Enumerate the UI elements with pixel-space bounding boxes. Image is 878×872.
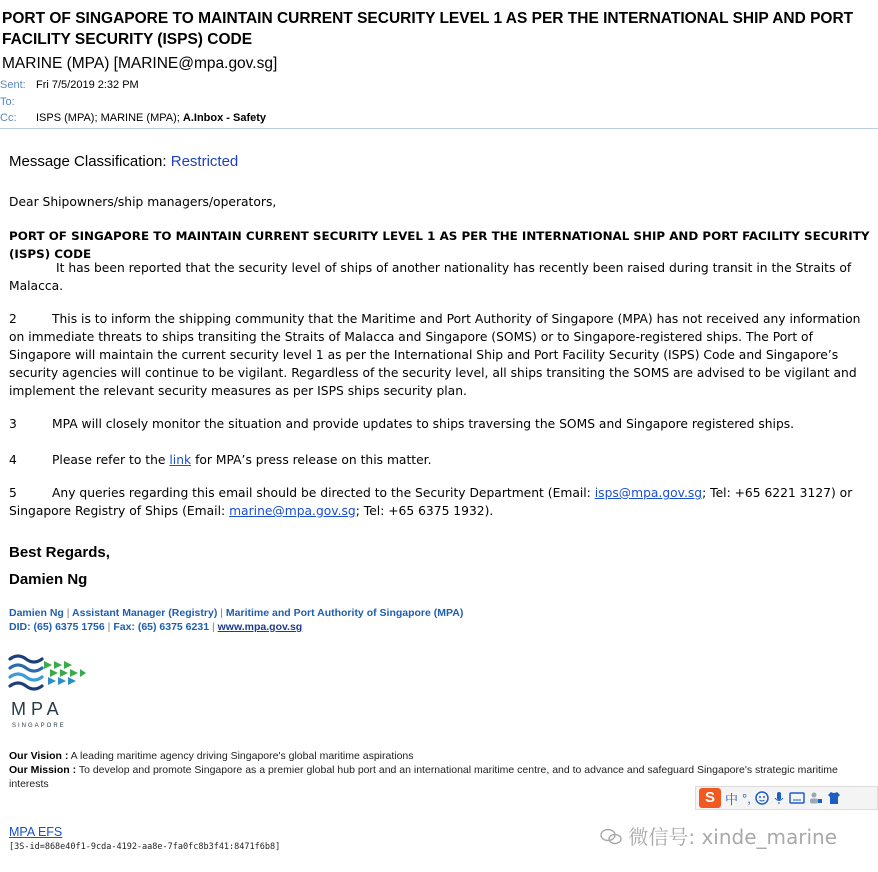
sent-value: Fri 7/5/2019 2:32 PM (36, 79, 139, 91)
ime-mode-toggle[interactable]: 中 (725, 791, 739, 807)
vision-label: Our Vision : (9, 750, 69, 762)
paragraph-5-number: 5 (9, 486, 17, 500)
cc-row (0, 111, 266, 125)
paragraph-3 (9, 415, 873, 433)
sent-label: Sent: (0, 79, 26, 91)
signature-name: Damien Ng (9, 607, 64, 619)
paragraph-4-text-before: Please refer to the (52, 453, 166, 467)
logo-text: MPA (11, 699, 64, 719)
signature-title: Assistant Manager (Registry) (72, 607, 218, 619)
user-icon[interactable] (809, 791, 823, 805)
sogou-logo-icon[interactable]: S (699, 788, 721, 808)
signature-org: Maritime and Port Authority of Singapore (MPA) (225, 607, 464, 619)
ime-toolbar[interactable] (695, 786, 878, 810)
vision-text: A leading maritime agency driving Singapore's global maritime aspirations (70, 750, 414, 762)
signature-line-2: DID: (65) 6375 1756 | Fax: (65) 6375 6231 | www.mpa.gov.sg (9, 621, 303, 633)
paragraph-2-number: 2 (9, 312, 17, 326)
classification-label: Message Classification: (9, 153, 167, 170)
keyboard-icon[interactable] (789, 792, 805, 804)
signature-did: DID: (65) 6375 1756 (9, 621, 105, 633)
paragraph-5-text-b: ; Tel: +65 6221 3127) or Singapore Registry of Ships (Email: (9, 486, 853, 518)
paragraph-5-text-a: Any queries regarding this email should be directed to the Security Department (Email: (52, 486, 591, 500)
paragraph-4 (9, 451, 873, 469)
message-classification (9, 153, 238, 170)
mpa-website-link[interactable]: www.mpa.gov.sg (217, 621, 303, 633)
sender-name: Damien Ng (9, 571, 88, 588)
header-divider (0, 128, 878, 129)
paragraph-3-number: 3 (9, 417, 17, 431)
isps-email-link[interactable]: isps@mpa.gov.sg (594, 486, 703, 500)
paragraph-1 (9, 259, 873, 295)
mission-text: To develop and promote Singapore as a premier global hub port and an international maritime centre, and to advance and safeguard Singapore's strategic maritime interests (9, 764, 838, 790)
press-release-link[interactable]: link (169, 453, 192, 467)
mpa-efs-link[interactable]: MPA EFS (9, 825, 63, 839)
email-subject: PORT OF SINGAPORE TO MAINTAIN CURRENT SECURITY LEVEL 1 AS PER THE INTERNATIONAL SHIP AND PORT FACILITY SECURITY (ISPS) CODE (2, 10, 854, 48)
emoji-icon[interactable] (755, 791, 769, 805)
to-row (0, 95, 36, 109)
microphone-icon[interactable] (773, 791, 785, 805)
message-reference-id: [3S-id=868e40f1-9cda-4192-aa8e-7fa0fc8b3f41:8471f6b8] (9, 842, 281, 852)
cc-recipient-inbox[interactable]: A.Inbox - Safety (182, 112, 267, 124)
paragraph-2-text: This is to inform the shipping community that the Maritime and Port Authority of Singapore (MPA) has not received any information on immediate threats to ships transiting the Straits of Malacca and Singapore (SOMS) or to Singapore-registered ships. The Port of Singapore will maintain the current security level 1 as per the International Ship and Port Facility Security (ISPS) Code and Singapore’s security agencies will continue to be vigilant. Regardless of the security level, all ships transiting the SOMS are advised to be vigilant and implement the relevant security measures as per ISPS ships security plan. (9, 312, 861, 398)
ime-punctuation-toggle[interactable]: °, (742, 790, 751, 806)
wechat-watermark (600, 821, 837, 850)
mission-label: Our Mission : (9, 764, 77, 776)
mpa-wave-icon (8, 651, 88, 697)
marine-email-link[interactable]: marine@mpa.gov.sg (229, 504, 356, 518)
signature-fax: Fax: (65) 6375 6231 (113, 621, 210, 633)
paragraph-5 (9, 484, 873, 520)
greeting: Dear Shipowners/ship managers/operators, (9, 195, 277, 209)
to-label: To: (0, 96, 15, 108)
paragraph-2 (9, 310, 873, 400)
sent-row (0, 78, 139, 92)
wechat-icon (600, 828, 622, 846)
mpa-efs (9, 825, 62, 839)
skin-shirt-icon[interactable] (827, 791, 841, 805)
paragraph-1-text: It has been reported that the security level of ships of another nationality has recently been raised during transit in the Straits of Malacca. (9, 261, 852, 293)
classification-value: Restricted (170, 153, 239, 170)
vision-statement (9, 749, 859, 763)
logo-subtext: SINGAPORE (12, 723, 66, 729)
signature-line-1: Damien Ng | Assistant Manager (Registry) | Maritime and Port Authority of Singapore (MPA) (9, 607, 464, 619)
cc-recipients[interactable]: ISPS (MPA); MARINE (MPA); (36, 112, 180, 124)
closing-regards: Best Regards, (9, 544, 110, 561)
paragraph-5-text-c: ; Tel: +65 6375 1932). (355, 504, 494, 518)
cc-label: Cc: (0, 112, 17, 124)
watermark-text: 微信号: xinde_marine (628, 825, 838, 849)
paragraph-3-text: MPA will closely monitor the situation and provide updates to ships traversing the SOMS and Singapore registered ships. (52, 417, 795, 431)
paragraph-4-number: 4 (9, 453, 17, 467)
body-heading: PORT OF SINGAPORE TO MAINTAIN CURRENT SECURITY LEVEL 1 AS PER THE INTERNATIONAL SHIP AND PORT FACILITY SECURITY (ISPS) CODE (9, 229, 870, 261)
paragraph-4-text-after: for MPA’s press release on this matter. (195, 453, 432, 467)
email-from[interactable]: MARINE (MPA) [MARINE@mpa.gov.sg] (2, 55, 278, 72)
mpa-logo (8, 651, 88, 735)
